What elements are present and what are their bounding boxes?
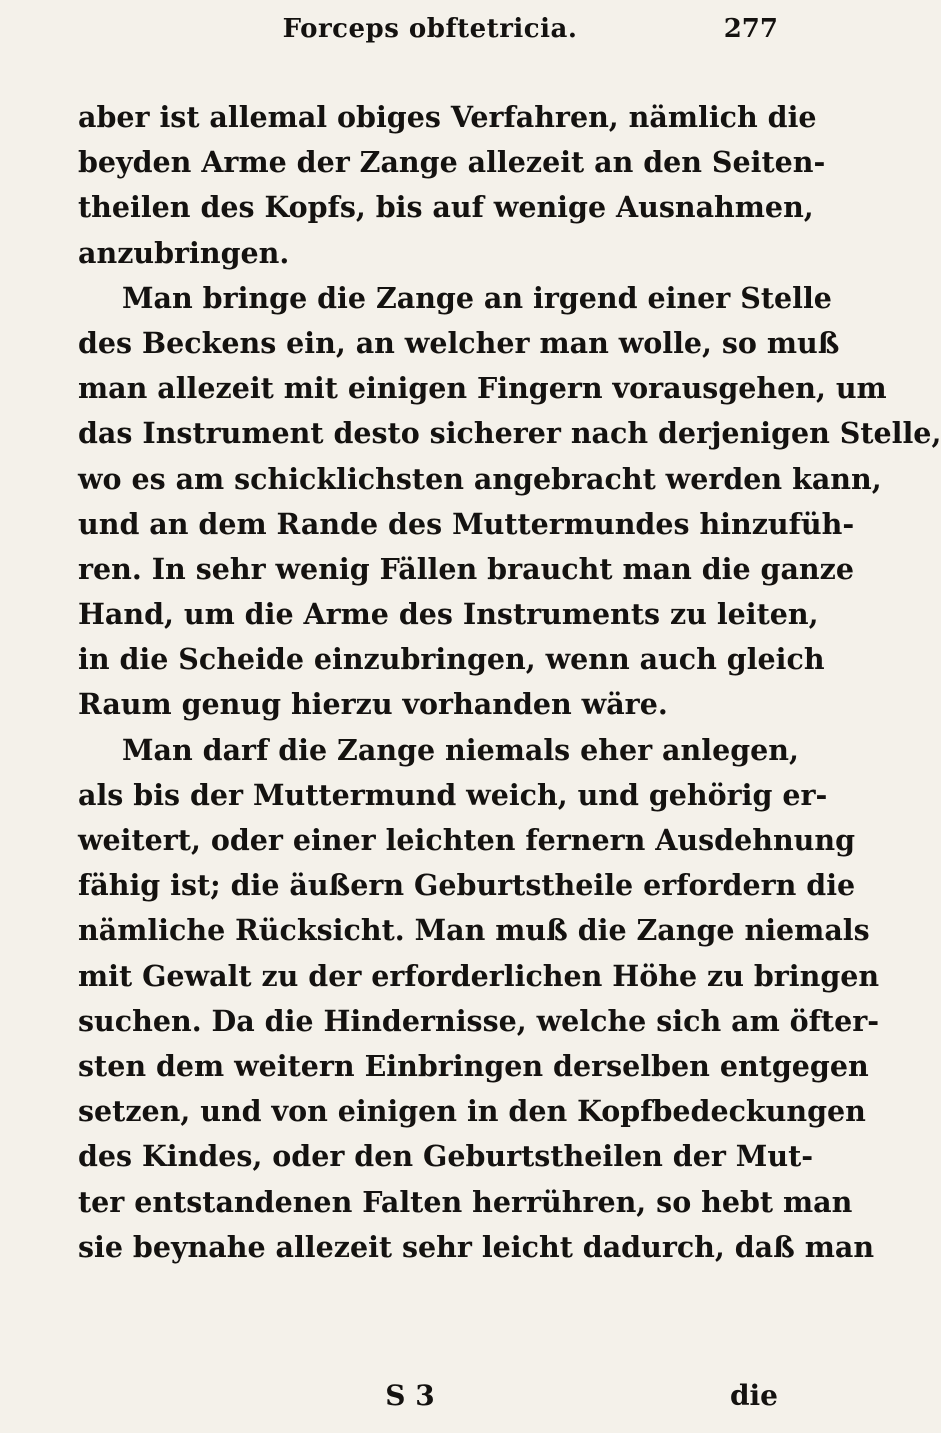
text-line: als bis der Muttermund weich, und gehörig er-	[78, 777, 828, 812]
running-header	[78, 14, 782, 66]
text-line: weitert, oder einer leichten fernern Ausdehnung	[78, 823, 856, 857]
text-line: Man darf die Zange niemals eher anlegen,	[122, 732, 799, 767]
running-title: Forceps obftetricia.	[282, 14, 578, 44]
text-line: Hand, um die Arme des Instruments zu leiten,	[78, 597, 819, 632]
catchword: die	[729, 1379, 778, 1412]
text-line: des Kindes, oder den Geburtstheilen der Mut-	[78, 1139, 814, 1174]
body-text	[78, 95, 941, 1270]
text-line: ren. In sehr wenig Fällen braucht man die ganze	[78, 551, 854, 586]
page-footer	[78, 1379, 782, 1419]
text-line: wo es am schicklichsten angebracht werden kann,	[78, 461, 882, 496]
text-line: ter entstandenen Falten herrühren, so hebt man	[78, 1184, 853, 1219]
text-line: in die Scheide einzubringen, wenn auch gleich	[78, 642, 825, 677]
text-line: setzen, und von einigen in den Kopfbedeckungen	[78, 1094, 866, 1129]
text-line: Raum genug hierzu vorhanden wäre.	[78, 687, 668, 722]
text-line: nämliche Rücksicht. Man muß die Zange niemals	[78, 913, 870, 948]
text-line: sten dem weitern Einbringen derselben entgegen	[78, 1048, 869, 1083]
text-line: fähig ist; die äußern Geburtstheile erfordern die	[78, 868, 856, 903]
text-line: das Instrument desto sicherer nach derjenigen Stelle,	[78, 416, 941, 451]
text-line: man allezeit mit einigen Fingern vorausgehen, um	[78, 371, 887, 406]
text-line: aber ist allemal obiges Verfahren, nämlich die	[78, 100, 817, 134]
text-line: mit Gewalt zu der erforderlichen Höhe zu bringen	[78, 958, 880, 993]
text-line: anzubringen.	[78, 235, 290, 270]
text-line: des Beckens ein, an welcher man wolle, so muß	[78, 325, 840, 360]
text-line: beyden Arme der Zange allezeit an den Seiten-	[78, 145, 826, 180]
text-line: suchen. Da die Hindernisse, welche sich am öfter-	[78, 1003, 880, 1038]
text-line: und an dem Rande des Muttermundes hinzufüh-	[78, 506, 855, 541]
signature-mark: S 3	[385, 1379, 435, 1412]
text-line: Man bringe die Zange an irgend einer Stelle	[122, 280, 832, 315]
page-number: 277	[723, 14, 778, 44]
text-line: theilen des Kopfs, bis auf wenige Ausnahmen,	[78, 190, 814, 225]
text-line: sie beynahe allezeit sehr leicht dadurch, daß man	[78, 1229, 875, 1264]
